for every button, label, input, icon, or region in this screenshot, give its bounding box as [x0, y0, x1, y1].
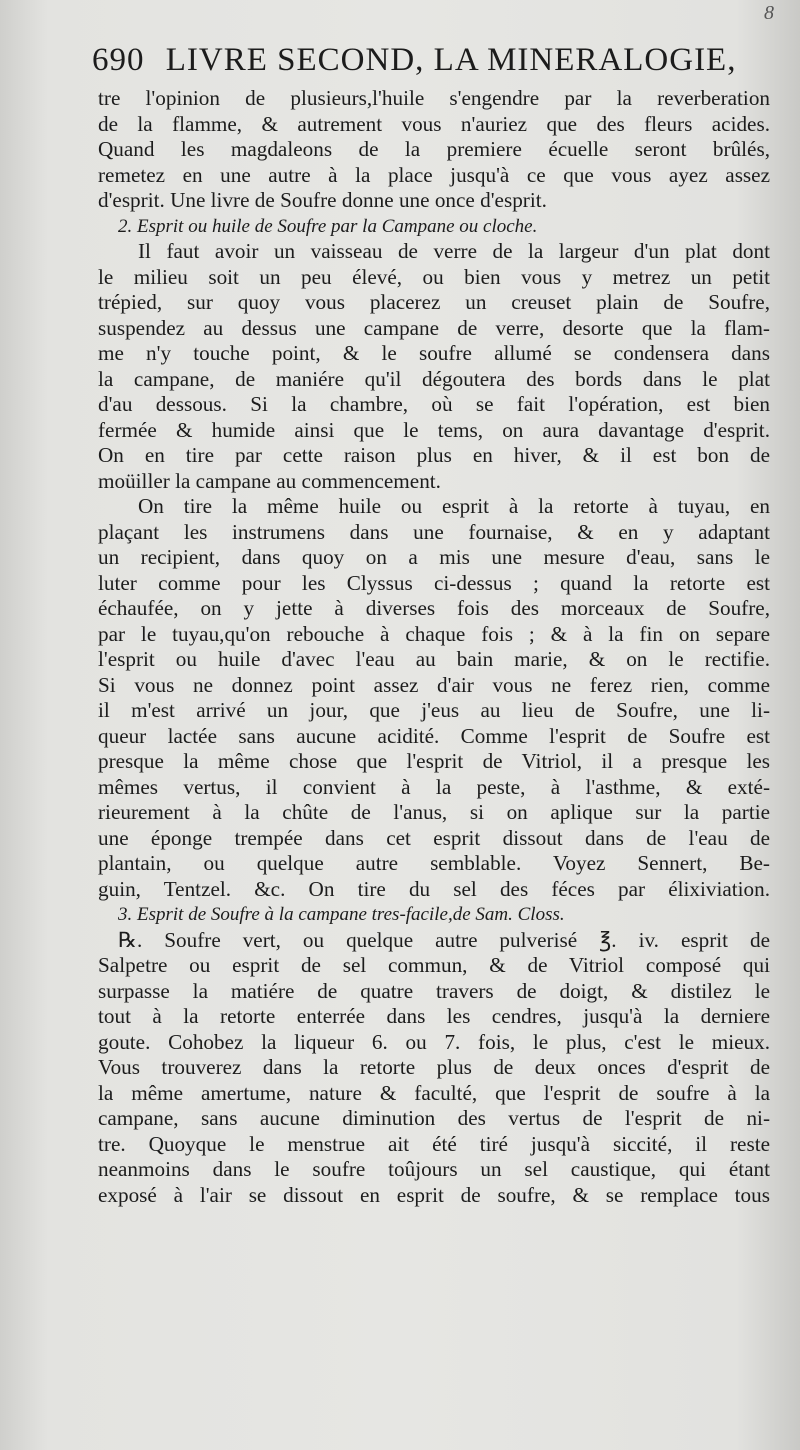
text-line: plantain, ou quelque autre semblable. Voyez Sennert, Be-: [98, 851, 770, 875]
text-line: presque la même chose que l'esprit de Vitriol, il a presque les: [98, 749, 770, 773]
text-line: exposé à l'air se dissout en esprit de soufre, & se remplace tous: [98, 1182, 770, 1207]
text-line: fermée & humide ainsi que le tems, on aura davantage d'esprit.: [98, 417, 770, 442]
text-line: Quand les magdaleons de la premiere écuelle seront brûlés,: [98, 137, 770, 161]
text-line: mêmes vertus, il convient à la peste, à l'asthme, & exté-: [98, 774, 770, 799]
section-heading: 2. Esprit ou huile de Soufre par la Campane ou cloche.: [118, 215, 538, 237]
text-line: trépied, sur quoy vous placerez un creuset plain de Soufre,: [98, 290, 770, 314]
text-line: Si vous ne donnez point assez d'air vous ne ferez rien, comme: [98, 672, 770, 697]
page-body: [98, 86, 770, 1208]
text-line: surpasse la matiére de quatre travers de doigt, & distilez le: [98, 978, 770, 1003]
text-line: neanmoins dans le soufre toûjours un sel caustique, qui étant: [98, 1157, 770, 1181]
page-number: 690: [92, 42, 145, 78]
text-line: guin, Tentzel. &c. On tire du sel des féces par élixiviation.: [98, 876, 770, 901]
text-line: par le tuyau,qu'on rebouche à chaque fois ; & à la fin on separe: [98, 621, 770, 646]
text-line: de la flamme, & autrement vous n'auriez que des fleurs acides.: [98, 111, 770, 136]
text-line: tre l'opinion de plusieurs,l'huile s'engendre par la reverberation: [98, 86, 770, 110]
text-line: l'esprit ou huile d'avec l'eau au bain marie, & on le rectifie.: [98, 647, 770, 671]
running-title: LIVRE SECOND, LA MINERALOGIE,: [165, 42, 737, 78]
text-line: luter comme pour les Clyssus ci-dessus ; quand la retorte est: [98, 570, 770, 595]
text-line: un recipient, dans quoy on a mis une mesure d'eau, sans le: [98, 545, 770, 569]
text-line: goute. Cohobez la liqueur 6. ou 7. fois, le plus, c'est le mieux.: [98, 1029, 770, 1054]
text-line: ℞. Soufre vert, ou quelque autre pulverisé ℥. iv. esprit de: [118, 927, 770, 952]
text-line: d'au dessous. Si la chambre, où se fait l'opération, est bien: [98, 392, 770, 416]
text-line: queur lactée sans aucune acidité. Comme l'esprit de Soufre est: [98, 723, 770, 748]
text-line: On tire la même huile ou esprit à la retorte à tuyau, en: [138, 494, 770, 518]
text-line: échaufée, on y jette à diverses fois des morceaux de Soufre,: [98, 596, 770, 620]
text-line: d'esprit. Une livre de Soufre donne une once d'esprit.: [98, 188, 547, 212]
text-line: Il faut avoir un vaisseau de verre de la largeur d'un plat dont: [138, 239, 770, 263]
page-header: [92, 42, 737, 88]
text-line: plaçant les instrumens dans une fournaise, & en y adaptant: [98, 519, 770, 544]
text-line: moüiller la campane au commencement.: [98, 468, 441, 493]
text-line: la campane, de maniére qu'il dégoutera des bords dans le plat: [98, 366, 770, 391]
text-line: la même amertume, nature & faculté, que l'esprit de soufre à la: [98, 1080, 770, 1105]
text-line: Salpetre ou esprit de sel commun, & de Vitriol composé qui: [98, 953, 770, 977]
text-line: tre. Quoyque le menstrue ait été tiré jusqu'à siccité, il reste: [98, 1131, 770, 1156]
text-line: rieurement à la chûte de l'anus, si on aplique sur la partie: [98, 800, 770, 824]
text-line: tout à la retorte enterrée dans les cendres, jusqu'à la derniere: [98, 1004, 770, 1028]
text-line: une éponge trempée dans cet esprit dissout dans de l'eau de: [98, 825, 770, 850]
text-line: suspendez au dessus une campane de verre, desorte que la flam-: [98, 315, 770, 340]
text-line: le milieu soit un peu élevé, ou bien vous y metrez un petit: [98, 264, 770, 289]
text-line: On en tire par cette raison plus en hiver, & il est bon de: [98, 443, 770, 467]
text-line: Vous trouverez dans la retorte plus de deux onces d'esprit de: [98, 1055, 770, 1079]
text-line: campane, sans aucune diminution des vertus de l'esprit de ni-: [98, 1106, 770, 1130]
section-heading: 3. Esprit de Soufre à la campane tres-facile,de Sam. Closs.: [118, 904, 565, 925]
text-line: il m'est arrivé un jour, que j'eus au lieu de Soufre, une li-: [98, 698, 770, 722]
corner-mark: 8: [764, 2, 774, 24]
text-line: me n'y touche point, & le soufre allumé se condensera dans: [98, 341, 770, 365]
text-line: remetez en une autre à la place jusqu'à ce que vous ayez assez: [98, 162, 770, 187]
